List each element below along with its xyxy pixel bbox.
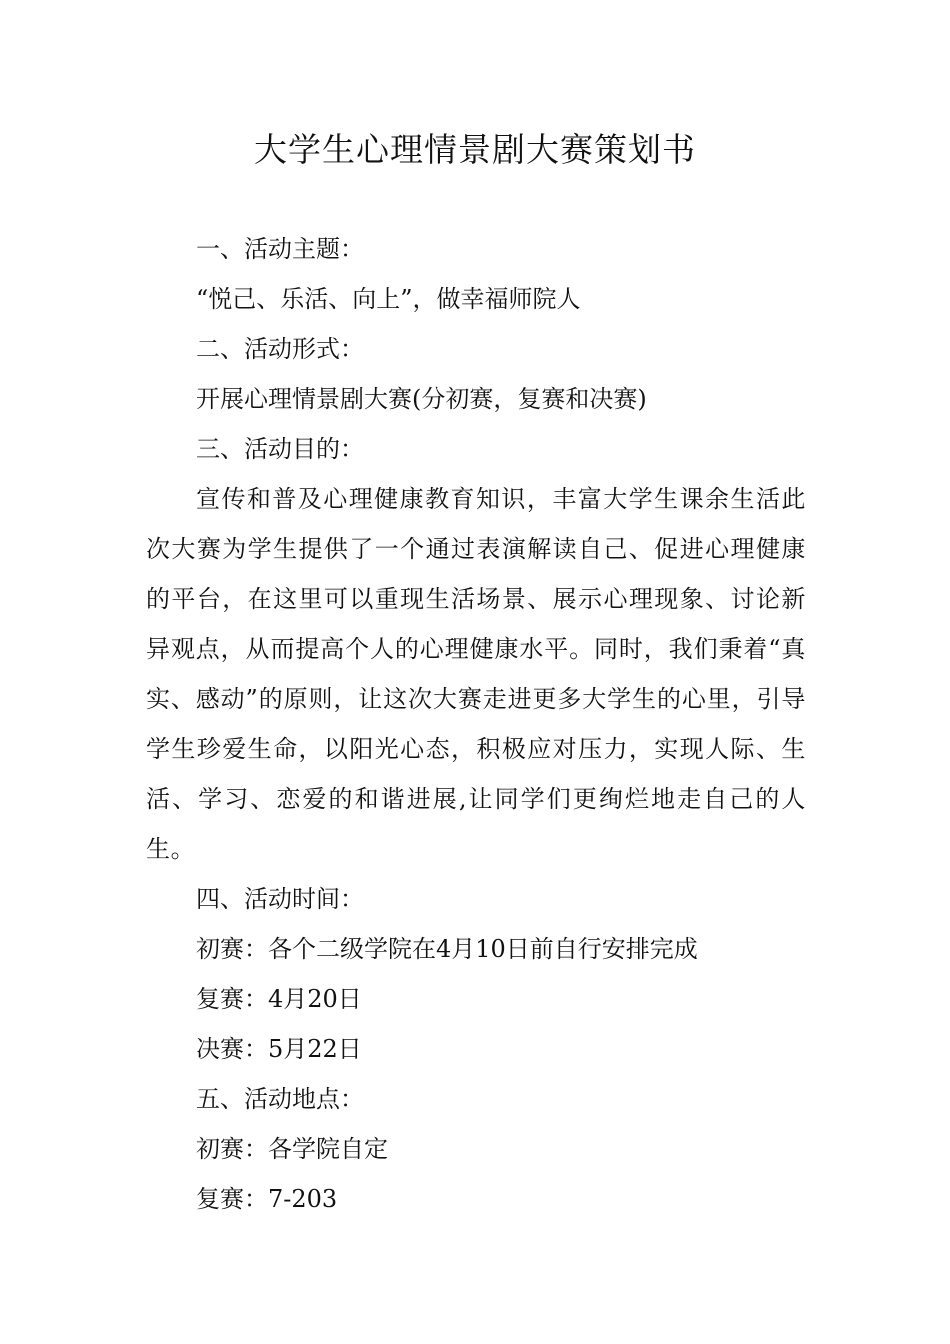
document-body [146, 224, 806, 1224]
time-final: 决赛：5月22日 [196, 1035, 362, 1063]
time-preliminary: 初赛：各个二级学院在4月10日前自行安排完成 [196, 935, 698, 963]
theme-text: “悦己、乐活、向上”，做幸福师院人 [196, 285, 581, 313]
place-heading: 五、活动地点： [196, 1085, 364, 1113]
time-semifinal: 复赛：4月20日 [196, 985, 362, 1013]
form-heading: 二、活动形式： [196, 335, 364, 363]
time-heading: 四、活动时间： [196, 885, 364, 913]
document-title: 大学生心理情景剧大赛策划书 [254, 130, 696, 169]
place-preliminary: 初赛：各学院自定 [196, 1135, 388, 1163]
purpose-heading: 三、活动目的： [196, 435, 364, 463]
theme-heading: 一、活动主题： [196, 235, 364, 263]
purpose-paragraph: 宣传和普及心理健康教育知识，丰富大学生课余生活此次大赛为学生提供了一个通过表演解读自己、促进心理健康的平台，在这里可以重现生活场景、展示心理现象、讨论新异观点，从而提高个人的心理健康水平。同时，我们秉着“真实、感动”的原则，让这次大赛走进更多大学生的心里，引导学生珍爱生命，以阳光心态，积极应对压力，实现人际、生活、学习、恋爱的和谐进展,让同学们更绚烂地走自己的人生。 [146, 485, 806, 863]
place-semifinal: 复赛：7-203 [196, 1185, 338, 1213]
form-text: 开展心理情景剧大赛(分初赛，复赛和决赛) [196, 385, 647, 413]
